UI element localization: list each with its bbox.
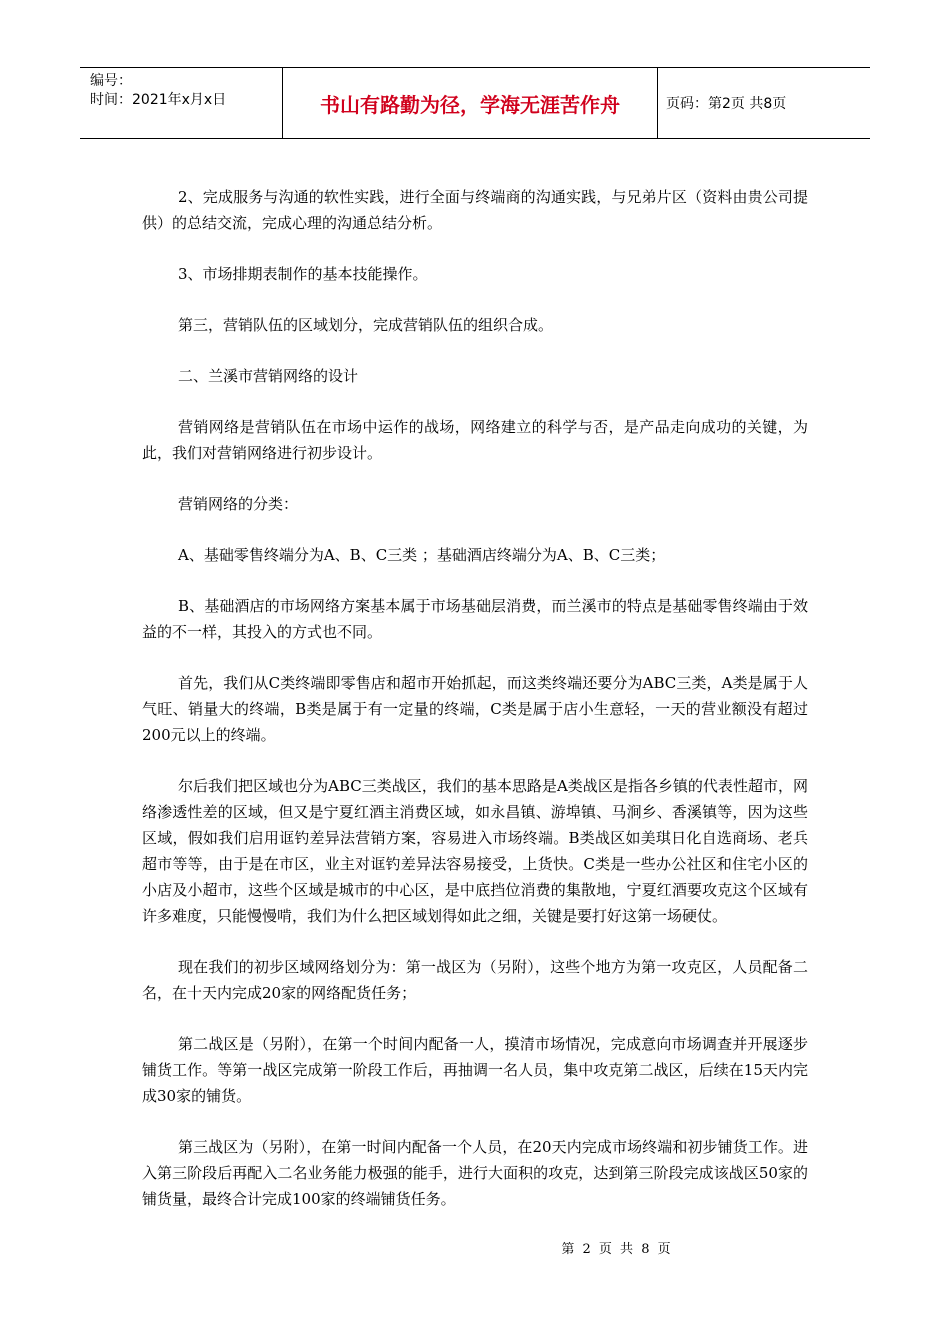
paragraph: 3、市场排期表制作的基本技能操作。 (178, 265, 428, 283)
page-header (80, 67, 870, 139)
paragraph: B、基础酒店的市场网络方案基本属于市场基础层消费，而兰溪市的特点是基础零售终端由于效益的不一样，其投入的方式也不同。 (142, 597, 808, 641)
page-footer: 第 2 页 共 8 页 (561, 1242, 673, 1257)
paragraph: 第二战区是（另附），在第一个时间内配备一人，摸清市场情况，完成意向市场调查并开展逐步铺货工作。等第一战区完成第一阶段工作后，再抽调一名人员，集中攻克第二战区，后续在15天内完成30家的铺货。 (142, 1035, 808, 1105)
number-label: 编号： (90, 73, 132, 89)
paragraph: 营销网络是营销队伍在市场中运作的战场，网络建立的科学与否，是产品走向成功的关键，为此，我们对营销网络进行初步设计。 (142, 418, 808, 462)
paragraph: 2、完成服务与沟通的软性实践，进行全面与终端商的沟通实践，与兄弟片区（资料由贵公司提供）的总结交流，完成心理的沟通总结分析。 (142, 188, 808, 232)
header-meta (80, 68, 282, 138)
paragraph: 尔后我们把区域也分为ABC三类战区，我们的基本思路是A类战区是指各乡镇的代表性超市，网络渗透性差的区域，但又是宁夏红酒主消费区域，如永昌镇、游埠镇、马涧乡、香溪镇等，因为这些区域，假如我们启用诓钓差异法营销方案，容易进入市场终端。B类战区如美琪日化自选商场、老兵超市等等，由于是在市区，业主对诓钓差异法容易接受，上货快。C类是一些办公社区和住宅小区的小店及小超市，这些个区域是城市的中心区，是中底挡位消费的集散地，宁夏红酒要攻克这个区域有许多难度，只能慢慢啃，我们为什么把区域划得如此之细，关键是要打好这第一场硬仗。 (142, 777, 808, 925)
section-heading: 二、兰溪市营销网络的设计 (178, 367, 359, 385)
header-motto: 书山有路勤为径，学海无涯苦作舟 (282, 68, 658, 138)
paragraph: 首先，我们从C类终端即零售店和超市开始抓起，而这类终端还要分为ABC三类，A类是属于人气旺、销量大的终端，B类是属于有一定量的终端，C类是属于店小生意轻，一天的营业额没有超过200元以上的终端。 (142, 674, 808, 744)
paragraph: 第三，营销队伍的区域划分，完成营销队伍的组织合成。 (178, 316, 554, 334)
paragraph: 现在我们的初步区域网络划分为：第一战区为（另附），这些个地方为第一攻克区，人员配备二名，在十天内完成20家的网络配货任务； (142, 958, 808, 1002)
paragraph: A、基础零售终端分为A、B、C三类 ；基础酒店终端分为A、B、C三类； (178, 546, 666, 564)
document-body (142, 184, 808, 1237)
paragraph: 营销网络的分类： (178, 495, 299, 513)
header-page-info: 页码：第2页 共8页 (666, 96, 787, 112)
time-label: 时间：2021年x月x日 (90, 92, 227, 108)
paragraph: 第三战区为（另附），在第一时间内配备一个人员，在20天内完成市场终端和初步铺货工作。进入第三阶段后再配入二名业务能力极强的能手，进行大面积的攻克，达到第三阶段完成该战区50家的铺货量，最终合计完成100家的终端铺货任务。 (142, 1138, 808, 1208)
